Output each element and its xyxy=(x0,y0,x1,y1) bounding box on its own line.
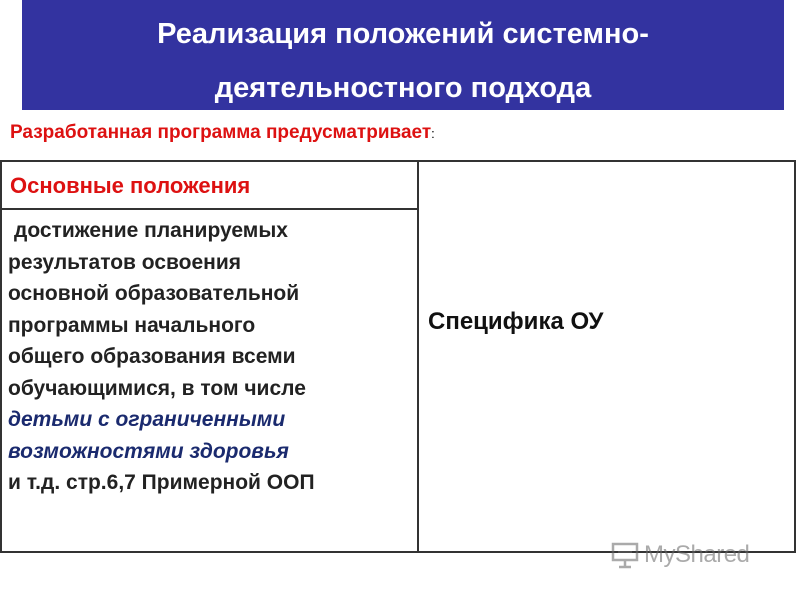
slide-title-line-1: Реализация положений системно- xyxy=(157,18,649,50)
cell-line: и т.д. стр.6,7 Примерной ООП xyxy=(8,471,315,494)
watermark-text: MyShared xyxy=(644,541,750,568)
cell-line: основной образовательной xyxy=(8,282,300,305)
presentation-board-icon xyxy=(610,540,640,570)
table-left-header: Основные положения xyxy=(10,173,251,198)
cell-line: программы начального xyxy=(8,313,256,337)
table-header-divider xyxy=(0,208,419,210)
slide-title-line-2: деятельностного подхода xyxy=(214,72,592,104)
cell-line-italic: детьми с ограниченными xyxy=(8,408,286,431)
table-column-divider xyxy=(417,160,419,553)
table-left-cell xyxy=(8,215,408,499)
cell-line: результатов освоения xyxy=(8,250,241,274)
subtitle-colon: : xyxy=(431,126,435,141)
subtitle-text: Разработанная программа предусматривает xyxy=(10,122,432,143)
table-right-cell: Специфика ОУ xyxy=(428,308,604,335)
cell-line-italic: возможностями здоровья xyxy=(8,439,289,463)
myshared-watermark xyxy=(610,538,749,572)
cell-line: общего образования всеми xyxy=(8,345,296,368)
slide-subtitle xyxy=(10,122,435,144)
cell-line: обучающимися, в том числе xyxy=(8,376,306,400)
cell-line: достижение планируемых xyxy=(14,219,288,242)
